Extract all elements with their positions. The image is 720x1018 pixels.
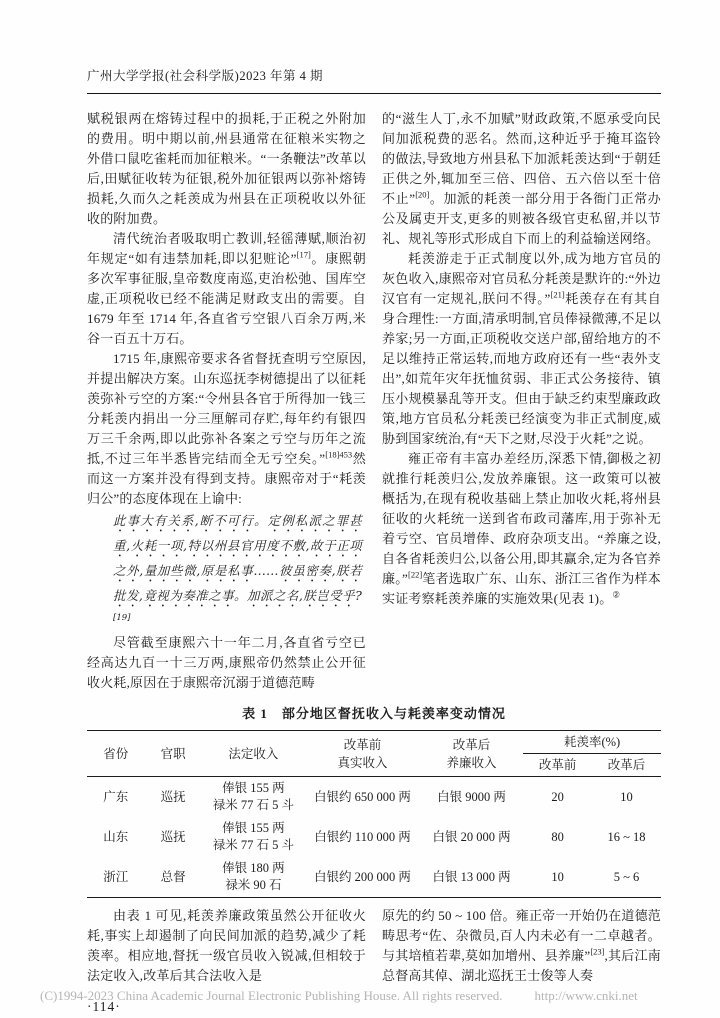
text-run: 。加派的耗羡一部分用于各衙门正常办公及属吏开支,更多的则被各级官吏私留,并以节礼、规礼等形式形成自下而上的利益输送网络。 [382,191,661,246]
top-columns [87,109,661,693]
footnote-ref: [19] [113,612,131,623]
footnote-ref: ② [612,589,621,600]
paragraph [87,349,366,509]
cell-post-reform-income: 白银 9000 两 [437,789,506,804]
column-top-left [87,109,366,693]
text-run: 耗羡存在有其自身合理性:一方面,清承明制,官员俸禄微薄,不足以养家;另一方面,正项税收交送户部,留给地方的不足以维持正常运转,而地方政府还有一些“表外支出”,如荒年灾年抚恤贫弱、非正式公务接待、镇压小规模暴乱等开支。但由于缺乏约束型廉政政策,地方官员私分耗羡已经演变为非正式制度,威胁到国家统治,有“天下之财,尽没于火耗”之说。 [382,291,661,446]
col-header-statutory: 法定收入 [228,746,279,761]
footnote-ref: [22] [408,569,423,580]
page-number: ·114· [87,999,121,1014]
text-run: 原先的约 50 ~ 100 倍。雍正帝一开始仍在道德范畴思考“佐、杂微员,百人内未必有一二卓越者。与其培植若辈,莫如加增州、县养廉” [382,908,661,963]
paragraph [87,229,366,349]
cell-pre-reform-income: 白银约 200 000 两 [314,869,411,884]
table-title [87,703,661,722]
paragraph [87,109,366,229]
text-run: 。康熙朝多次军事征服,皇帝数度南巡,吏治松弛、国库空虚,正项税收已经不能满足财政支出的需要。自 1679 年至 1714 年,各直省亏空银八百余万两,米谷一百五十万石。 [87,251,366,346]
bottom-left-text [87,906,366,986]
cell-statutory: 俸银 155 两 禄米 77 石 5 斗 [212,781,295,812]
cell-post-reform-income: 白银 13 000 两 [432,869,511,884]
footnote-ref: [17] [296,249,311,260]
cell-pre-reform-income: 白银约 650 000 两 [314,789,411,804]
table-body [87,777,661,898]
cell-rate-post: 16 ~ 18 [607,829,646,844]
paragraph [382,249,661,449]
paragraph [87,906,366,986]
text-run: 清代统治者吸取明亡教训,轻徭薄赋,顺治初年规定“如有违禁加耗,即以犯赃论” [87,231,366,266]
text-run: ,其后江南总督高其倬、湖北巡抚王士俊等人奏 [382,948,661,983]
col-header-rate-post: 改革后 [607,758,646,772]
table-header [87,731,661,777]
cell-post: 巡抚 [160,789,186,804]
cell-rate-pre: 80 [551,829,564,844]
text-run: 此事大有关系,断不可行。定例私派之罪甚重,火耗一项,特以州县官用度不敷,故于正项之外,量加些微,原是私事……彼虽密奏,朕若批发,竟视为奏准之事。加派之名,朕岂受乎? [113,513,362,603]
cell-post: 总督 [160,869,186,884]
text-run: 由表 1 可见,耗羡养廉政策虽然公开征收火耗,事实上却遏制了向民间加派的趋势,减少了耗羡率。相应地,督抚一级官员收入锐减,但相较于法定收入,改革后其合法收入是 [87,908,366,983]
table-row [87,817,661,857]
col-header-province: 省份 [103,746,129,761]
text-run: 尽管截至康熙六十一年二月,各直省亏空已经高达九百一十三万两,康熙帝仍然禁止公开征收火耗,原因在于康熙帝沉溺于道德范畴 [87,635,366,690]
block-quote [113,510,362,632]
cell-pre-reform-income: 白银约 110 000 两 [314,829,411,844]
table-title-label: 表 1 [242,706,268,721]
table-block [87,703,661,898]
paragraph [382,449,661,609]
text-run: 的“滋生人丁,永不加赋”财政政策,不愿承受向民间加派税费的恶名。然而,这种近乎于掩耳盗铃的做法,导致地方州县私下加派耗羡达到“于朝廷正供之外,辄加至三倍、四倍、五六倍以至十倍不止” [382,111,661,206]
cell-province: 浙江 [103,869,129,884]
cell-province: 广东 [103,789,129,804]
cell-rate-post: 10 [620,789,633,804]
col-header-post: 官职 [160,746,186,761]
text-run: 赋税银两在熔铸过程中的损耗,于正税之外附加的费用。明中期以前,州县通常在征粮米实物之外借口鼠吃雀耗而加征粮米。“一条鞭法”改革以后,田赋征收转为征银,税外加征银两以弥补熔铸损耗,久而久之耗羡成为州县在正项税收以外征收的附加费。 [87,111,366,226]
paragraph [382,906,661,986]
cell-province: 山东 [103,829,129,844]
cell-statutory: 俸银 155 两 禄米 77 石 5 斗 [212,821,295,852]
table-row [87,777,661,818]
col-header-pre-reform: 改革前 真实收入 [337,737,388,770]
cell-post: 巡抚 [160,829,186,844]
cell-statutory: 俸银 180 两 禄米 90 石 [222,861,285,892]
text-run: 然而这一方案并没有得到支持。康熙帝对于“耗羡归公”的态度体现在上谕中: [87,451,366,506]
col-header-rate-group: 耗羡率(%) [523,731,661,754]
text-run: 笔者选取广东、山东、浙江三省作为样本实证考察耗羡养廉的实施效果(见表 1)。 [382,571,661,606]
col-header-post-reform: 改革后 养廉收入 [446,737,497,770]
text-run: 雍正帝有丰富办差经历,深悉下情,御极之初就推行耗羡归公,发放养廉银。这一政策可以被概括为,在现有税收基础上禁止加收火耗,将州县征收的火耗统一送到省布政司藩库,用于弥补无着亏空、官员增俸、政府杂项支出。“养廉之设,自各省耗羡归公,以备公用,即其赢余,定为各官养廉。” [382,451,661,586]
copyright-text: (C)1994-2023 China Academic Journal Electronic Publishing House. All rights reserved. [40,988,503,1003]
footnote-ref: [21] [550,289,565,300]
cell-rate-pre: 20 [551,789,564,804]
paragraph [382,109,661,249]
page-content [87,66,661,1015]
table-row [87,857,661,898]
text-run: 耗羡游走于正式制度以外,成为地方官员的灰色收入,康熙帝对官员私分耗羡是默许的:“外边汉官有一定规礼,朕问不得。” [382,251,661,306]
journal-title: 广州大学学报(社会科学版)2023 年第 4 期 [87,69,323,83]
column-top-right [382,109,661,693]
copyright-footer [40,988,680,1004]
footnote-ref: [20] [415,189,430,200]
table-title-text: 部分地区督抚收入与耗羡率变动情况 [281,706,506,721]
footnote-ref: [18]453 [325,449,353,460]
data-table [87,730,661,898]
cell-rate-pre: 10 [551,869,564,884]
header-rule [87,93,661,94]
paragraph [87,633,366,693]
text-run: 1715 年,康熙帝要求各省督抚查明亏空原因,并提出解决方案。山东巡抚李树德提出了以征耗羡弥补亏空的方案:“令州县各官于所得加一钱三分耗羡内捐出一分三厘解司存贮,每年约有银四万三千余两,即以此弥补各案之亏空与历年之流抵,不过三年半悉皆完结而全无亏空矣。” [87,351,366,466]
cell-rate-post: 5 ~ 6 [613,869,640,884]
footer-url: http://www.cnki.net [534,988,638,1003]
col-header-rate-pre: 改革前 [538,758,577,772]
cell-post-reform-income: 白银 20 000 两 [432,829,511,844]
footnote-ref: [23] [590,946,605,957]
